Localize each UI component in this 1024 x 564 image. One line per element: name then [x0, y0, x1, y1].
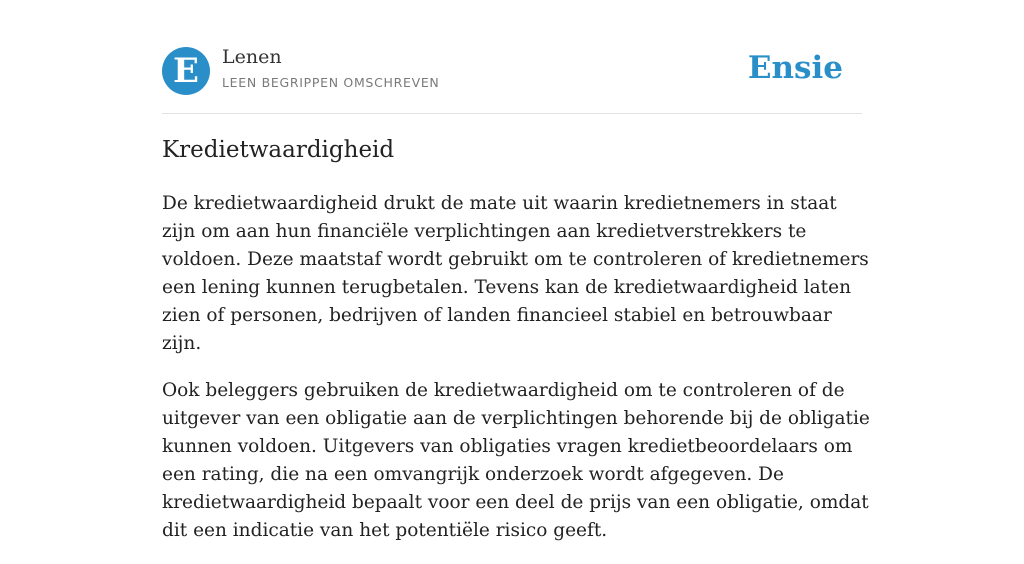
brand-logo[interactable]: Ensie: [747, 50, 843, 86]
category-title[interactable]: Lenen: [222, 46, 282, 68]
header: [162, 46, 862, 96]
paragraph-1: De kredietwaardigheid drukt de mate uit waarin kredietnemers in staat zijn om aan hun financiële verplichtingen aan kredietverstrekkers te voldoen. Deze maatstaf wordt gebruikt om te controleren of kredietnemers een lening kunnen terugbetalen. Tevens kan de kredietwaardigheid laten zien of personen, bedrijven of landen financieel stabiel en betrouwbaar zijn.: [162, 193, 869, 354]
paragraph-2: Ook beleggers gebruiken de kredietwaardigheid om te controleren of de uitgever van een obligatie aan de verplichtingen behorende bij de obligatie kunnen voldoen. Uitgevers van obligaties vragen kredietbeoordelaars om een rating, die na een omvangrijk onderzoek wordt afgegeven. De kredietwaardigheid bepaalt voor een deel de prijs van een obligatie, omdat dit een indicatie van het potentiële risico geeft.: [162, 380, 870, 541]
page-title: Kredietwaardigheid: [162, 137, 395, 163]
category-subtitle: LEEN BEGRIPPEN OMSCHREVEN: [222, 75, 440, 90]
header-divider: [162, 113, 862, 114]
ensie-logo-icon[interactable]: E: [162, 47, 210, 95]
article-body: [162, 190, 872, 564]
